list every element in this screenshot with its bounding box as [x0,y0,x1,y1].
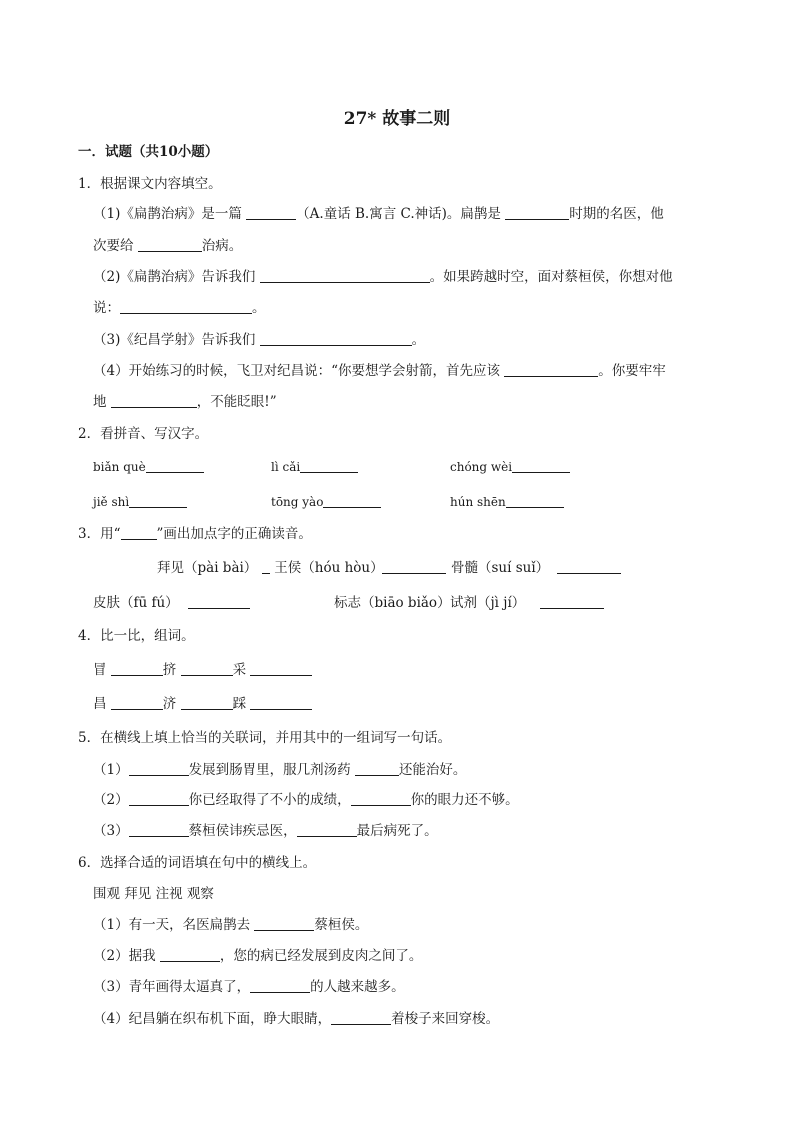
reading-item [262,558,384,578]
answer-blank[interactable] [250,661,312,676]
page-title: 27* 故事二则 [343,109,451,129]
q1-text: （A.童话 B.寓言 C.神话)。扁鹊是 [296,206,506,222]
q3-text: ”画出加点字的正确读音。 [156,526,312,542]
reading-item: 标志（biāo biǎo） [334,595,451,611]
q5-text: 你已经取得了不小的成绩， [188,792,351,808]
q5-line [93,821,438,841]
answer-blank[interactable] [254,916,314,931]
answer-blank[interactable] [506,493,564,508]
pinyin-item [271,492,381,512]
answer-blank[interactable] [297,822,357,837]
word-row [93,694,312,714]
answer-blank[interactable] [120,299,252,314]
answer-blank[interactable] [300,458,358,473]
q4-stem: 4．比一比，组词。 [78,628,195,644]
q5-stem: 5．在横线上填上恰当的关联词，并用其中的一组词写一句话。 [78,730,452,746]
answer-blank[interactable] [111,695,163,710]
q1-text: （3)《纪昌学射》告诉我们 [93,332,260,348]
q1-text: 。 [252,300,266,316]
word-char: 采 [232,662,247,678]
pinyin-item [93,457,204,477]
answer-blank[interactable] [262,559,270,574]
answer-blank[interactable] [246,205,296,220]
answer-blank[interactable] [181,661,233,676]
q6-text: ，您的病已经发展到皮肉之间了。 [219,948,423,964]
q6-text: （2）据我 [93,948,160,964]
q2-stem: 2．看拼音、写汉字。 [78,426,209,442]
word-char: 挤 [162,662,177,678]
reading-item: 试剂（jì jí） [450,595,526,611]
reading-item: 皮肤（fū fú） [93,595,179,611]
q1-text: （1)《扁鹊治病》是一篇 [93,206,247,222]
pinyin-item [450,457,570,477]
q6-line [93,915,368,935]
answer-blank[interactable] [540,593,604,613]
q1-text: 。如果跨越时空，面对蔡桓侯，你想对他 [429,269,673,285]
q1-text: 说： [93,300,120,316]
answer-blank[interactable] [260,331,412,346]
q6-line [93,977,405,997]
q6-text: 着梭子来回穿梭。 [391,1011,500,1027]
word-char: 济 [162,696,177,712]
q6-line [93,946,422,966]
q1-line-1 [93,204,664,224]
q1-line-6 [93,361,666,381]
word-char: 冒 [93,662,107,678]
answer-blank[interactable] [181,695,233,710]
answer-blank[interactable] [250,695,312,710]
q1-text: 时期的名医，他 [569,206,664,222]
reading-text: 王侯（hóu hòu） [274,560,384,576]
q5-text: （3） [93,823,129,839]
pinyin-text: biǎn què [93,460,146,474]
answer-blank[interactable] [355,761,399,776]
q1-line-3 [93,267,673,287]
answer-blank[interactable] [111,393,197,408]
section-heading: 一．试题（共10小题） [78,144,219,160]
q1-line-4 [93,298,266,318]
q5-text: 你的眼力还不够。 [410,792,519,808]
q5-text: （1） [93,762,129,778]
answer-blank[interactable] [250,978,310,993]
q5-text: （2） [93,792,129,808]
reading-item: 拜见（pài bài） [157,560,258,576]
q1-line-2 [93,236,242,256]
underline-sample [121,525,157,540]
answer-blank[interactable] [129,822,189,837]
pinyin-text: hún shēn [450,495,506,509]
answer-blank[interactable] [351,791,411,806]
pinyin-item [271,457,358,477]
q1-text: 治病。 [201,238,243,254]
answer-blank[interactable] [505,205,569,220]
answer-blank[interactable] [382,558,446,578]
q1-line-7 [93,392,277,412]
answer-blank[interactable] [129,493,187,508]
answer-blank[interactable] [512,458,570,473]
q3-stem [78,524,312,544]
q1-text: （4）开始练习的时候，飞卫对纪昌说：“你要想学会射箭，首先应该 [93,363,505,379]
q1-text: 地 [93,394,111,410]
q1-text: 次要给 [93,238,138,254]
pinyin-item [450,492,564,512]
answer-blank[interactable] [138,237,202,252]
word-bank: 围观 拜见 注视 观察 [93,886,214,902]
q5-text: 还能治好。 [398,762,467,778]
answer-blank[interactable] [557,558,621,578]
q1-text: （2)《扁鹊治病》告诉我们 [93,269,260,285]
pinyin-text: tōng yào [271,495,324,509]
q5-text: 发展到肠胃里，服几剂汤药 [188,762,355,778]
q5-text: 最后病死了。 [356,823,438,839]
reading-item: 骨髓（suí suǐ） [451,560,550,576]
answer-blank[interactable] [111,661,163,676]
pinyin-text: jiě shì [93,495,130,509]
answer-blank[interactable] [129,761,189,776]
answer-blank[interactable] [129,791,189,806]
word-char: 踩 [232,696,247,712]
q1-stem: 1．根据课文内容填空。 [78,176,222,192]
answer-blank[interactable] [331,1010,391,1025]
q6-stem: 6．选择合适的词语填在句中的横线上。 [78,855,317,871]
q1-line-5 [93,330,425,350]
q5-text: 蔡桓侯讳疾忌医， [188,823,297,839]
answer-blank[interactable] [504,362,598,377]
q1-text: ，不能眨眼!” [196,394,277,410]
pinyin-text: chóng wèi [450,460,513,474]
answer-blank[interactable] [146,458,204,473]
q5-line [93,790,519,810]
word-row [93,660,312,680]
q6-text: （4）纪昌躺在织布机下面，睁大眼睛， [93,1011,332,1027]
q6-text: （3）青年画得太逼真了， [93,979,251,995]
q1-text: 。 [411,332,426,348]
answer-blank[interactable] [323,493,381,508]
q3-text: 3．用“ [78,526,121,542]
pinyin-text: lì cǎi [271,460,301,474]
q6-text: （1）有一天，名医扁鹊去 [93,917,255,933]
q1-text: 。你要牢牢 [598,363,666,379]
answer-blank[interactable] [160,947,220,962]
q6-text: 蔡桓侯。 [314,917,369,933]
q5-line [93,760,466,780]
answer-blank[interactable] [260,268,430,283]
pinyin-item [93,492,187,512]
q6-line [93,1009,499,1029]
answer-blank[interactable] [188,593,250,613]
word-char: 昌 [93,696,107,712]
q6-text: 的人越来越多。 [310,979,405,995]
